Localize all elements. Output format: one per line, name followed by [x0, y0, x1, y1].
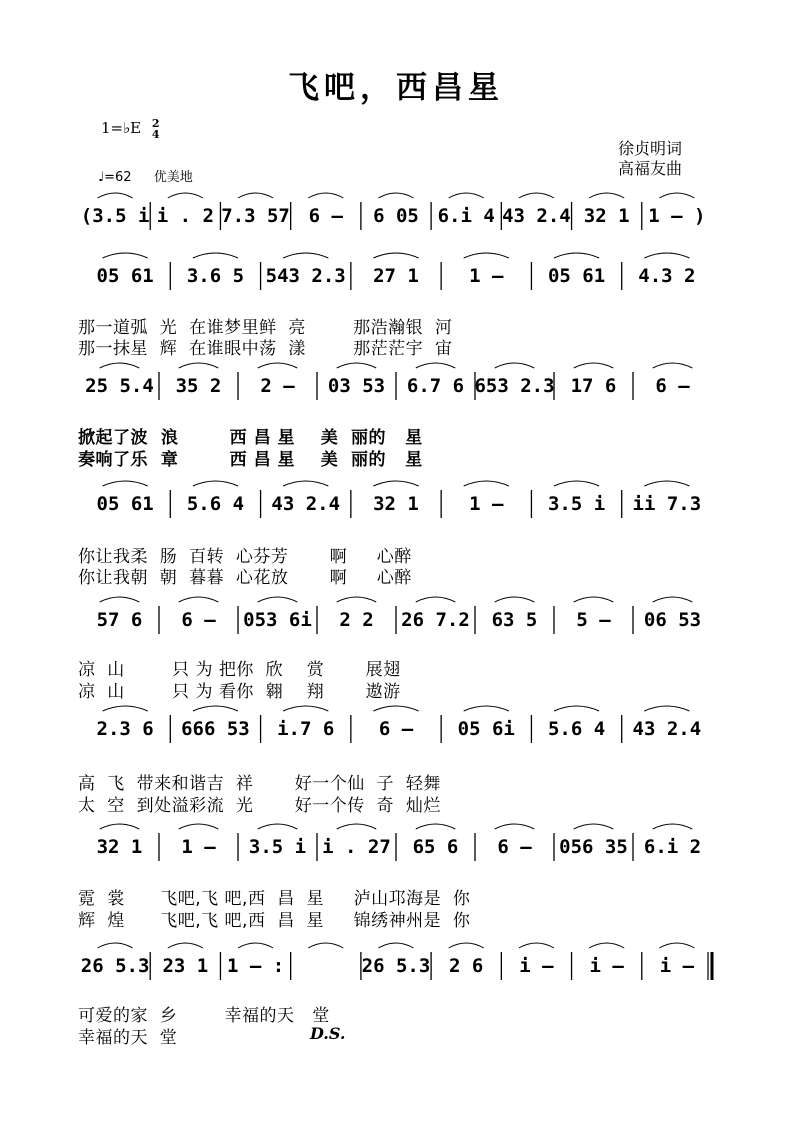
measure: 6 –	[308, 205, 343, 227]
slur-arc	[283, 481, 328, 486]
measure: 27 1	[373, 265, 419, 287]
slur-arc	[258, 824, 298, 829]
slur-arc	[495, 824, 535, 829]
slur-arc	[238, 943, 273, 948]
measure: i . 2	[156, 205, 214, 227]
lyric-line-7b: 辉 煌 飞吧,飞 吧,西 昌 星 锦绣神州是 你	[78, 911, 471, 931]
measure: i –	[519, 955, 554, 977]
slur-arc	[644, 481, 689, 486]
measure: 05 6i	[457, 718, 515, 740]
slur-arc	[100, 824, 140, 829]
slur-arc	[258, 597, 298, 602]
slur-arc	[378, 943, 413, 948]
slur-arc	[574, 597, 614, 602]
slur-arc	[653, 824, 693, 829]
measure: 1 –	[469, 265, 504, 287]
slur-arc	[464, 253, 509, 258]
slur-arc	[238, 193, 273, 198]
measure: 053 6i	[243, 609, 312, 631]
measure: 43 2.4	[502, 205, 571, 227]
slur-arc	[337, 363, 377, 368]
measure: 666 53	[181, 718, 250, 740]
slur-arc	[653, 597, 693, 602]
slur-arc	[179, 363, 219, 368]
slur-arc	[659, 193, 694, 198]
measure: 43 2.4	[271, 493, 341, 515]
measure: 6.7 6	[406, 375, 465, 397]
slur-arc	[378, 193, 413, 198]
lyric-line-3a: 掀起了波 浪 西 昌 星 美 丽的 星	[78, 428, 423, 448]
measure: 6.i 4	[437, 205, 495, 227]
slur-arc	[653, 363, 693, 368]
lyric-line-3b: 奏响了乐 章 西 昌 星 美 丽的 星	[78, 450, 423, 470]
measure: 4.3 2	[638, 265, 696, 287]
measure: 05 61	[96, 493, 154, 515]
measure: 35 2	[175, 375, 222, 397]
slur-arc	[416, 824, 456, 829]
lyric-line-8a: 可爱的家 乡 幸福的天 堂	[78, 1006, 330, 1026]
slur-arc	[373, 481, 418, 486]
measure: 2 6	[449, 955, 484, 977]
measure: i.7 6	[277, 718, 335, 740]
slur-arc	[416, 597, 456, 602]
measure: 3.5 i	[248, 836, 307, 858]
measure: 3.6 5	[186, 265, 245, 287]
measure: 05 61	[96, 265, 154, 287]
slur-arc	[168, 193, 203, 198]
lyricist: 徐贞明词	[618, 139, 683, 158]
measure: i –	[659, 955, 695, 977]
measure: 23 1	[162, 955, 209, 977]
slur-arc	[449, 193, 484, 198]
lyric-line-4b: 你让我朝 朝 暮暮 心花放 啊 心醉	[78, 568, 412, 588]
lyric-line-4a: 你让我柔 肠 百转 心芬芳 啊 心醉	[78, 547, 412, 567]
tempo-value: ♩=62	[98, 170, 132, 185]
lyric-line-6b: 太 空 到处溢彩流 光 好一个传 奇 灿烂	[78, 796, 441, 816]
slur-arc	[98, 943, 133, 948]
measure: 7.3 57	[221, 205, 290, 227]
slur-arc	[373, 253, 418, 258]
measure: (3.5 i	[80, 205, 150, 227]
slur-arc	[589, 943, 624, 948]
lyric-line-8b: 幸福的天 堂	[78, 1028, 178, 1048]
slur-arc	[644, 706, 689, 711]
song-title: 飞吧，西昌星	[288, 70, 504, 106]
measure: i –	[589, 955, 624, 977]
slur-arc	[179, 824, 219, 829]
slur-arc	[574, 824, 614, 829]
expression-mark: 优美地	[153, 170, 193, 185]
slur-arc	[416, 363, 456, 368]
slur-arc	[659, 943, 694, 948]
measure: 2.3 6	[96, 718, 154, 740]
slur-arc	[337, 824, 377, 829]
measure: 26 7.2	[401, 609, 470, 631]
measure: 653 2.3	[474, 375, 555, 397]
slur-arc	[495, 597, 535, 602]
measure: 43 2.4	[632, 718, 702, 740]
slur-arc	[554, 481, 599, 486]
slur-arc	[258, 363, 298, 368]
measure: 57 6	[96, 609, 143, 631]
measure: 5.6 4	[186, 493, 245, 515]
measure: 05 61	[547, 265, 606, 287]
measure: 6 –	[181, 609, 216, 631]
slur-arc	[449, 943, 484, 948]
measure: 32 1	[96, 836, 143, 858]
measure: 6 –	[378, 718, 414, 740]
measure: 63 5	[491, 609, 538, 631]
slur-arc	[98, 193, 133, 198]
measure: 25 5.4	[85, 375, 154, 397]
measure: 26 5.3	[80, 955, 150, 977]
slur-arc	[554, 253, 599, 258]
lyric-line-5b: 凉 山 只 为 看你 翱 翔 遨游	[78, 682, 401, 702]
measure: 6 05	[373, 205, 419, 227]
slur-arc	[179, 597, 219, 602]
measure: 543 2.3	[265, 265, 346, 287]
measure: 1 –	[469, 493, 504, 515]
slur-arc	[308, 193, 343, 198]
slur-arc	[519, 943, 554, 948]
measure: 6 –	[497, 836, 532, 858]
slur-arc	[283, 706, 328, 711]
measure: 5 –	[576, 609, 611, 631]
slur-arc	[519, 193, 554, 198]
slur-arc	[103, 253, 148, 258]
key-label: 1=♭E	[101, 119, 142, 137]
measure: 1 – )	[648, 205, 706, 227]
lyric-line-5a: 凉 山 只 为 把你 欣 赏 展翅	[78, 660, 401, 680]
slur-arc	[283, 253, 328, 258]
slur-arc	[308, 943, 343, 948]
measure: 2 –	[260, 375, 295, 397]
measure: 2 2	[339, 609, 374, 631]
slur-arc	[103, 706, 148, 711]
measure: 32 1	[583, 205, 630, 227]
time-signature: 2 4	[151, 117, 160, 141]
measure: i . 27	[322, 836, 391, 858]
lyric-line-7a: 霓 裳 飞吧,飞 吧,西 昌 星 泸山邛海是 你	[78, 889, 471, 909]
measure: 1 –	[181, 836, 216, 858]
measure: 056 35	[559, 836, 628, 858]
measure: 6.i 2	[643, 836, 702, 858]
slur-arc	[495, 363, 535, 368]
slur-arc	[168, 943, 203, 948]
slur-arc	[193, 253, 238, 258]
slur-arc	[574, 363, 614, 368]
measure: 03 53	[327, 375, 386, 397]
lyric-line-6a: 高 飞 带来和谐吉 祥 好一个仙 子 轻舞	[78, 774, 441, 794]
slur-arc	[100, 363, 140, 368]
measure: 5.6 4	[547, 718, 606, 740]
measure: 65 6	[412, 836, 459, 858]
slur-arc	[337, 597, 377, 602]
measure: 17 6	[570, 375, 617, 397]
measure: 3.5 i	[547, 493, 606, 515]
measure: 06 53	[643, 609, 702, 631]
lyric-line-2b: 那一抹星 辉 在谁眼中荡 漾 那茫茫宇 宙	[78, 339, 453, 359]
measure: 6 –	[655, 375, 690, 397]
slur-arc	[644, 253, 689, 258]
slur-arc	[464, 481, 509, 486]
measure: 32 1	[373, 493, 419, 515]
measure: 1 – :	[226, 955, 285, 977]
ds-marking: D.S.	[310, 1024, 346, 1043]
slur-arc	[103, 481, 148, 486]
measure: ii 7.3	[632, 493, 702, 515]
slur-arc	[193, 481, 238, 486]
slur-arc	[193, 706, 238, 711]
lyric-line-2a: 那一道弧 光 在谁梦里鲜 亮 那浩瀚银 河	[78, 318, 453, 338]
slur-arc	[373, 706, 418, 711]
measure: 26 5.3	[361, 955, 431, 977]
slur-arc	[100, 597, 140, 602]
slur-arc	[464, 706, 509, 711]
slur-arc	[554, 706, 599, 711]
slur-arc	[589, 193, 624, 198]
composer: 高福友曲	[618, 159, 683, 178]
